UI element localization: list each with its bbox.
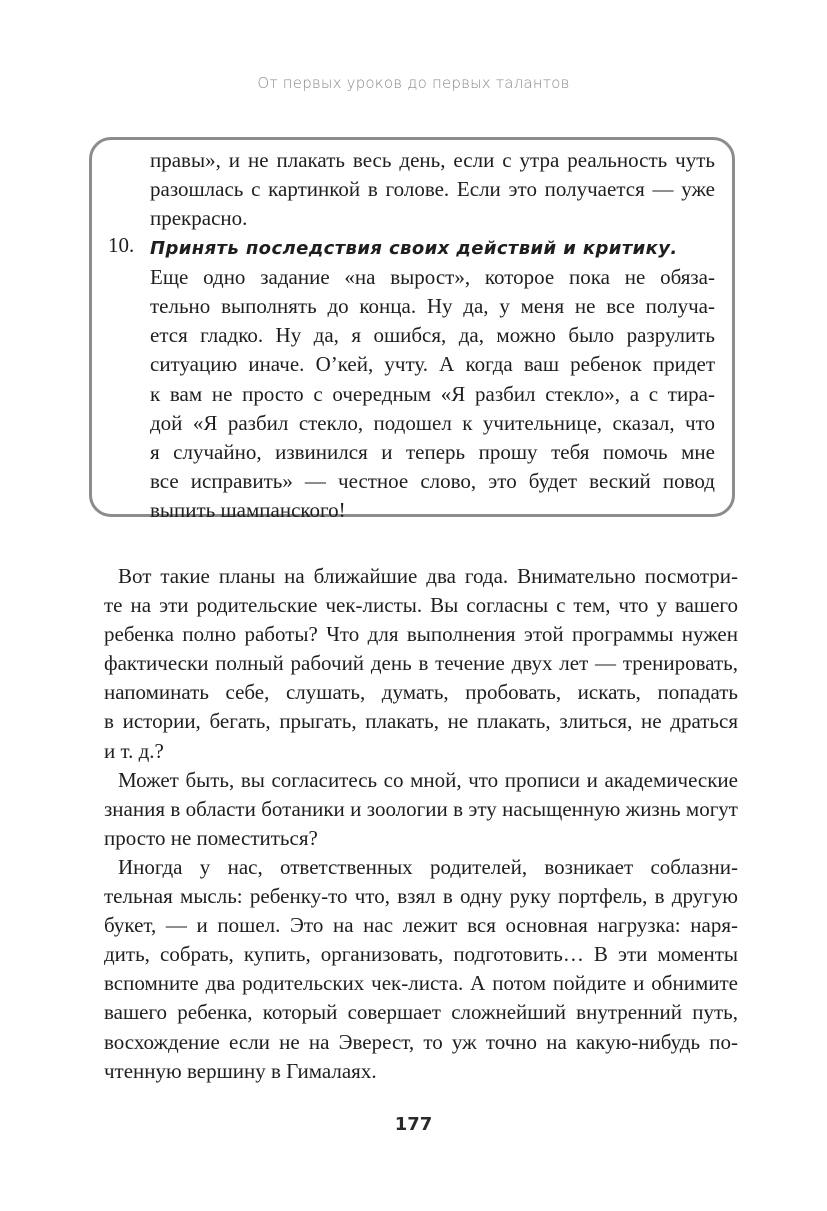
text-line: дить, собрать, купить, организовать, подготовить… В эти моменты [104, 942, 738, 967]
text-line: просто не поместиться? [104, 825, 318, 850]
text-line: ребенка полно работы? Что для выполнения этой программы нужен [104, 622, 738, 647]
text-line: все исправить» — честное слово, это будет веский повод [150, 469, 715, 494]
text-line: в истории, бегать, прыгать, плакать, не плакать, злиться, не драться [104, 709, 738, 734]
text-line: прекрасно. [150, 206, 248, 231]
text-line: Может быть, вы согласитесь со мной, что прописи и академические [118, 767, 738, 792]
text-line: вспомните два родительских чек-листа. А потом пойдите и обнимите [104, 971, 738, 996]
text-line: выпить шампанского! [150, 498, 346, 523]
running-header: От первых уроков до первых талантов [257, 74, 570, 92]
text-line: напоминать себе, слушать, думать, пробовать, искать, попадать [104, 680, 738, 705]
text-line: знания в области ботаники и зоологии в эту насыщенную жизнь могут [104, 796, 738, 821]
text-line: к вам не просто с очередным «Я разбил стекло», а с тира- [150, 381, 715, 406]
body-text [104, 562, 738, 1086]
text-line: Еще одно задание «на вырост», которое пока не обяза- [150, 264, 715, 289]
list-item-title: Принять последствия своих действий и критику. [150, 237, 678, 259]
page-number: 177 [394, 1114, 433, 1135]
text-line: разошлась с картинкой в голове. Если это получается — уже [150, 177, 715, 202]
text-line: и т. д.? [104, 738, 164, 763]
text-line: Иногда у нас, ответственных родителей, возникает соблазни- [118, 854, 738, 879]
text-line: вашего ребенка, который совершает сложнейший внутренний путь, [104, 1000, 738, 1025]
text-line: ется гладко. Ну да, я ошибся, да, можно было разрулить [150, 323, 715, 348]
text-line: букет, — и пошел. Это на нас лежит вся основная нагрузка: наря- [104, 913, 738, 938]
text-line: ситуацию иначе. О’кей, учту. А когда ваш ребенок придет [150, 352, 715, 377]
text-line: восхождение если не на Эверест, то уж точно на какую-нибудь по- [104, 1029, 738, 1054]
text-line: тельная мысль: ребенку-то что, взял в одну руку портфель, в другую [104, 884, 738, 909]
text-line: я случайно, извинился и теперь прошу тебя помочь мне [150, 440, 715, 465]
callout-content [150, 146, 715, 526]
text-line: фактически полный рабочий день в течение двух лет — тренировать, [104, 651, 738, 676]
text-line: правы», и не плакать весь день, если с утра реальность чуть [150, 148, 715, 172]
list-item-number: 10. [108, 233, 135, 257]
text-line: тельно выполнять до конца. Ну да, у меня не все получа- [150, 294, 715, 319]
text-line: дой «Я разбил стекло, подошел к учительнице, сказал, что [150, 410, 715, 435]
text-line: Вот такие планы на ближайшие два года. Внимательно посмотри- [118, 564, 738, 588]
text-line: чтенную вершину в Гималаях. [104, 1058, 377, 1083]
text-line: те на эти родительские чек-листы. Вы согласны с тем, что у вашего [104, 593, 738, 618]
